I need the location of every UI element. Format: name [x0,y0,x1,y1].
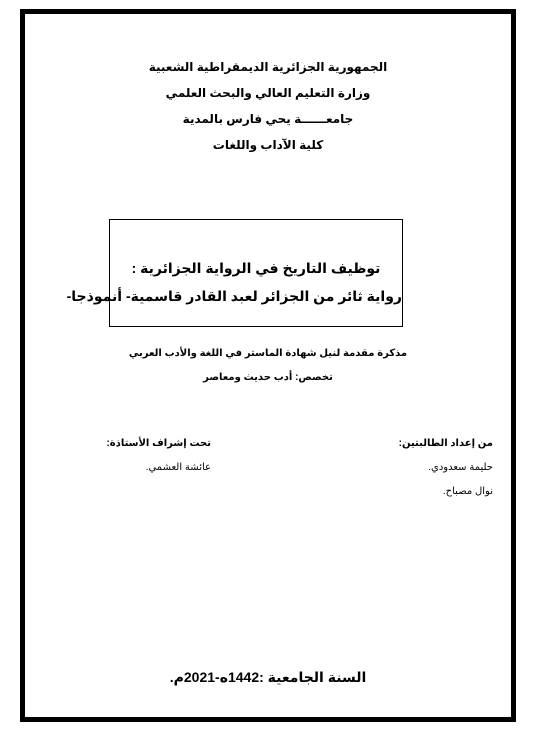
academic-year: السنة الجامعية :1442ه-2021م. [169,669,367,685]
student-name-1: حليمة سعدودي. [428,462,493,473]
university-line: جامعــــــة يحي فارس بالمدية [182,112,354,126]
faculty-line: كلية الآداب واللغات [212,138,324,152]
thesis-title-line-1: توظيف التاريخ في الرواية الجزائرية : [131,260,381,276]
republic-line: الجمهورية الجزائرية الديمقراطية الشعبية [148,60,388,74]
supervisor-name: عائشة العشمي. [145,462,211,473]
ministry-line: وزارة التعليم العالي والبحث العلمي [165,86,371,100]
supervisor-label: تحت إشراف الأستاذة: [106,438,211,449]
student-name-2: نوال مصباح. [442,486,493,497]
students-block [399,432,493,504]
memo-purpose: مذكرة مقدمة لنيل شهادة الماستر في اللغة والأدب العربي [128,348,408,359]
institution-header [25,54,511,158]
thesis-title-line-2: رواية ثائر من الجزائر لعبد القادر قاسمية- أنموذجا- [66,288,402,304]
supervisor-block [106,432,211,480]
thesis-title-box [66,219,403,327]
page-frame [20,9,516,722]
memo-info [25,342,511,390]
memo-specialty: تخصص: أدب حديث ومعاصر [203,372,333,383]
students-label: من إعداد الطالبتين: [398,438,493,449]
